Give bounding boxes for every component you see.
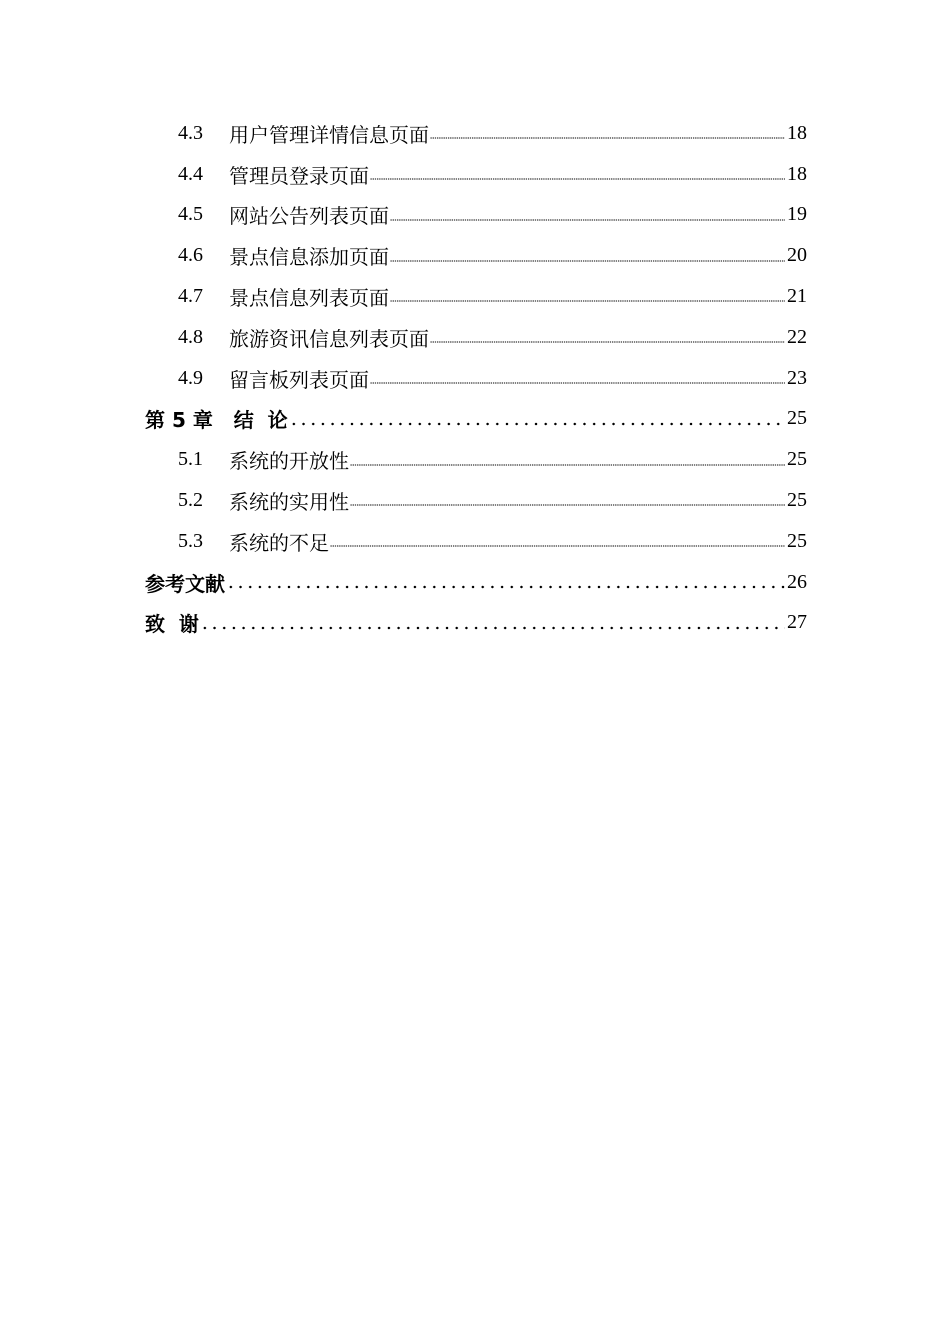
toc-entry-4-5[interactable] <box>145 195 807 236</box>
toc-entry-title: 景点信息添加页面 <box>229 245 389 270</box>
toc-entry-4-9[interactable] <box>145 358 807 399</box>
toc-entry-title: 系统的实用性 <box>229 490 349 515</box>
toc-chapter-5[interactable] <box>145 399 807 440</box>
toc-entry-number: 4.3 <box>178 121 203 144</box>
toc-entry-number: 5.1 <box>178 448 203 471</box>
toc-entry-page: 21 <box>787 285 807 308</box>
toc-entry-title: 系统的不足 <box>229 530 329 555</box>
toc-chapter-title: 致 谢 <box>145 612 199 637</box>
toc-entry-number: 4.8 <box>178 325 203 348</box>
toc-entry-title: 景点信息列表页面 <box>229 286 389 311</box>
dot-leader <box>390 255 785 267</box>
dot-leader <box>370 377 785 389</box>
toc-entry-title: 旅游资讯信息列表页面 <box>229 326 429 351</box>
table-of-contents <box>145 113 807 643</box>
toc-entry-5-3[interactable] <box>145 521 807 562</box>
toc-entry-4-4[interactable] <box>145 154 807 195</box>
toc-entry-page: 18 <box>787 121 807 144</box>
toc-entry-page: 22 <box>787 325 807 348</box>
toc-references[interactable] <box>145 562 807 603</box>
toc-entry-page: 20 <box>787 244 807 267</box>
toc-entry-number: 4.5 <box>178 203 203 226</box>
toc-entry-title: 用户管理详情信息页面 <box>229 122 429 147</box>
dot-leader <box>289 418 785 430</box>
dot-leader <box>390 296 785 308</box>
toc-entry-page: 25 <box>787 448 807 471</box>
toc-entry-title: 管理员登录页面 <box>229 163 369 188</box>
toc-entry-4-8[interactable] <box>145 317 807 358</box>
toc-entry-5-1[interactable] <box>145 439 807 480</box>
toc-entry-page: 25 <box>787 529 807 552</box>
toc-entry-page: 26 <box>787 570 807 593</box>
toc-entry-page: 19 <box>787 203 807 226</box>
toc-entry-title: 网站公告列表页面 <box>229 204 389 229</box>
toc-entry-page: 25 <box>787 489 807 512</box>
toc-entry-page: 23 <box>787 366 807 389</box>
toc-entry-number: 4.9 <box>178 366 203 389</box>
dot-leader <box>226 581 785 593</box>
dot-leader <box>370 173 785 185</box>
dot-leader <box>350 459 785 471</box>
toc-entry-title: 系统的开放性 <box>229 449 349 474</box>
toc-entry-number: 5.3 <box>178 529 203 552</box>
toc-acknowledgements[interactable] <box>145 603 807 644</box>
toc-entry-5-2[interactable] <box>145 480 807 521</box>
toc-entry-number: 4.6 <box>178 244 203 267</box>
toc-entry-4-6[interactable] <box>145 235 807 276</box>
toc-entry-page: 18 <box>787 162 807 185</box>
toc-entry-page: 25 <box>787 407 807 430</box>
toc-chapter-title: 参考文献 <box>145 571 225 596</box>
dot-leader <box>430 132 785 144</box>
dot-leader <box>200 622 785 634</box>
toc-chapter-title: 第 5 章 结 论 <box>145 408 288 433</box>
dot-leader <box>430 336 785 348</box>
toc-entry-4-3[interactable] <box>145 113 807 154</box>
toc-entry-4-7[interactable] <box>145 276 807 317</box>
dot-leader <box>350 500 785 512</box>
toc-entry-number: 4.7 <box>178 285 203 308</box>
toc-entry-number: 5.2 <box>178 489 203 512</box>
dot-leader <box>390 214 785 226</box>
toc-entry-page: 27 <box>787 611 807 634</box>
dot-leader <box>330 540 785 552</box>
toc-entry-number: 4.4 <box>178 162 203 185</box>
toc-entry-title: 留言板列表页面 <box>229 367 369 392</box>
